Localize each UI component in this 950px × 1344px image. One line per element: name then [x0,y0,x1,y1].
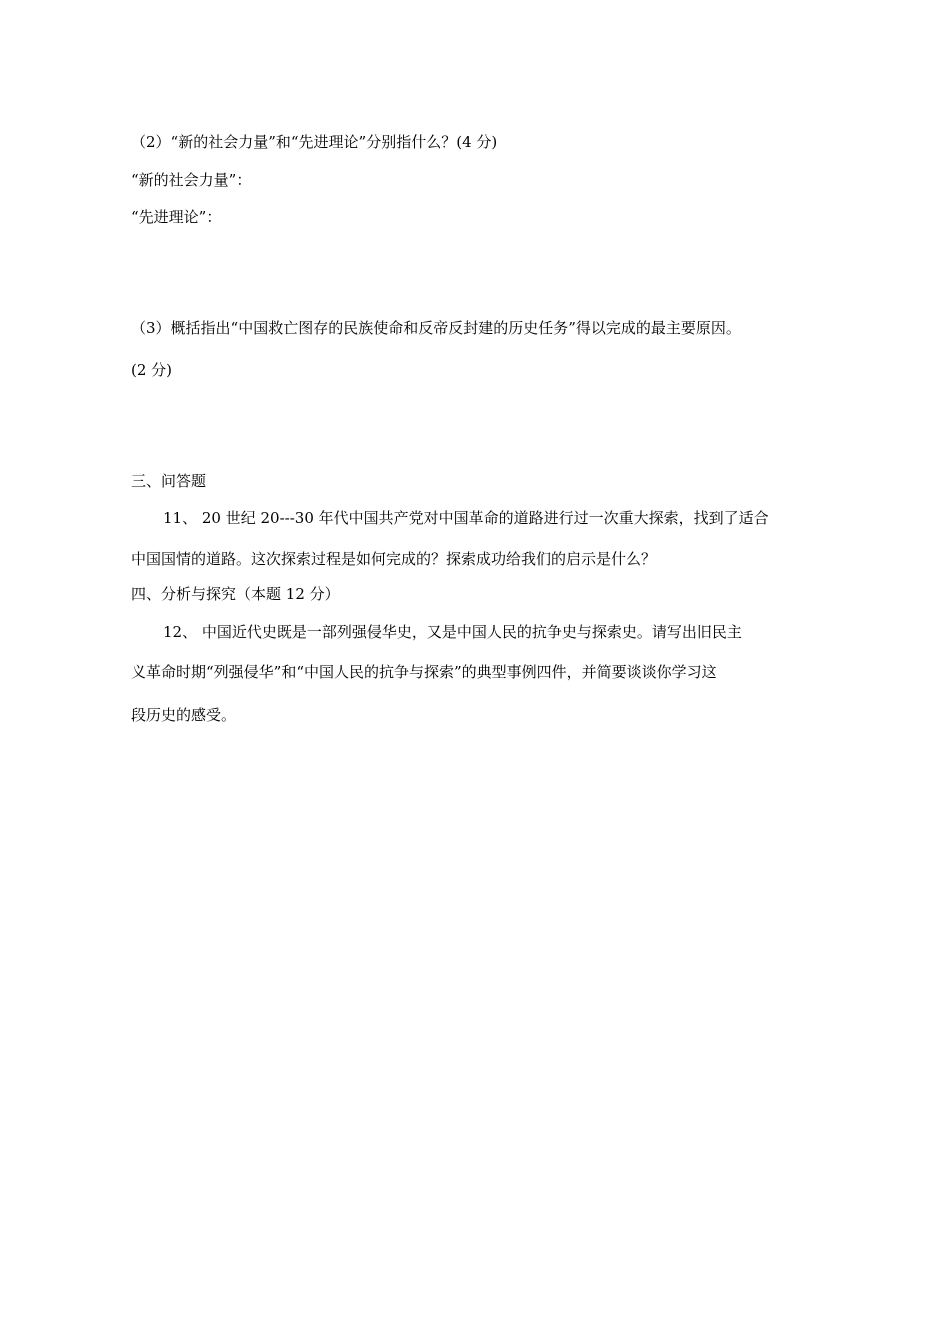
q3-prompt-line1: （3）概括指出“中国救亡图存的民族使命和反帝反封建的历史任务”得以完成的最主要原因。 [131,319,741,337]
q2-prompt: （2）“新的社会力量”和“先进理论”分别指什么？(4 分) [131,133,498,151]
q12-line3: 段历史的感受。 [131,706,237,724]
section3-heading: 三、问答题 [131,472,207,490]
q11-line2: 中国国情的道路。这次探索过程是如何完成的？探索成功给我们的启示是什么？ [131,550,657,568]
q12-line2: 义革命时期“列强侵华”和“中国人民的抗争与探索”的典型事例四件，并简要谈谈你学习这 [131,663,717,681]
section4-heading: 四、分析与探究（本题 12 分） [131,585,340,603]
q2-answer-force-label: “新的社会力量”： [131,171,252,189]
q2-answer-theory-label: “先进理论”： [131,208,222,226]
q3-prompt-line2: (2 分) [131,361,173,379]
q12-line1: 12、 中国近代史既是一部列强侵华史，又是中国人民的抗争史与探索史。请写出旧民主 [163,623,742,641]
q11-line1: 11、 20 世纪 20---30 年代中国共产党对中国革命的道路进行过一次重大探索，找到了适合 [163,509,769,527]
